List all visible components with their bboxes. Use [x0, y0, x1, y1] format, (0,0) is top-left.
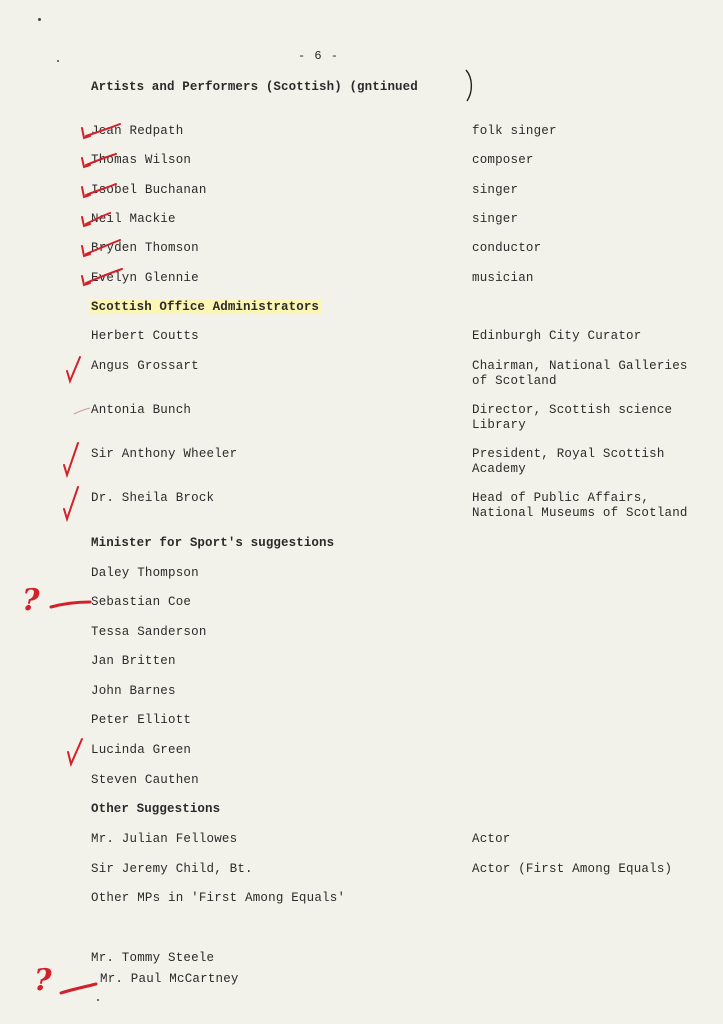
- person-name: Isobel Buchanan: [91, 183, 207, 197]
- person-role: conductor: [472, 241, 542, 255]
- list-item: [0, 625, 723, 641]
- person-name: Other MPs in 'First Among Equals': [91, 891, 346, 905]
- question-mark-annotation: ?: [34, 963, 52, 998]
- person-name: Dr. Sheila Brock: [91, 491, 215, 505]
- list-item: [0, 359, 723, 391]
- question-mark-annotation: ?: [22, 583, 40, 618]
- person-name: Mr. Paul McCartney: [100, 972, 239, 986]
- person-name: Steven Cauthen: [91, 773, 199, 787]
- person-name: Thomas Wilson: [91, 153, 192, 167]
- list-item: [0, 329, 723, 345]
- list-item: [0, 773, 723, 789]
- list-item: [0, 566, 723, 582]
- person-role: Chairman, National Galleries of Scotland: [472, 359, 688, 388]
- person-name: Antonia Bunch: [91, 403, 192, 417]
- list-item: [0, 241, 723, 257]
- list-item: [0, 832, 723, 848]
- section-heading-sport: Minister for Sport's suggestions: [91, 536, 335, 550]
- section-heading-artists: Artists and Performers (Scottish) (gntinued: [91, 80, 418, 94]
- page-number: - 6 -: [298, 49, 340, 63]
- person-role: composer: [472, 153, 534, 167]
- list-item: [0, 595, 723, 611]
- list-item: [0, 271, 723, 287]
- person-name: Bryden Thomson: [91, 241, 199, 255]
- list-item: [0, 491, 723, 523]
- list-item: [0, 743, 723, 759]
- person-role: Director, Scottish science Library: [472, 403, 673, 432]
- speck: [57, 60, 59, 62]
- list-item: [0, 403, 723, 435]
- person-name: Jan Britten: [91, 654, 176, 668]
- list-item: [0, 891, 723, 907]
- person-name: Herbert Coutts: [91, 329, 199, 343]
- person-name: Tessa Sanderson: [91, 625, 207, 639]
- person-name: Lucinda Green: [91, 743, 192, 757]
- person-role: singer: [472, 183, 519, 197]
- person-name: Sir Anthony Wheeler: [91, 447, 238, 461]
- person-name: Jean Redpath: [91, 124, 184, 138]
- person-name: Evelyn Glennie: [91, 271, 199, 285]
- person-role: musician: [472, 271, 534, 285]
- person-name: Mr. Tommy Steele: [91, 951, 215, 965]
- highlighted-heading: Scottish Office Administrators: [91, 300, 320, 314]
- list-item: [0, 153, 723, 169]
- person-name: Neil Mackie: [91, 212, 176, 226]
- speck: [97, 999, 99, 1001]
- person-role: Actor (First Among Equals): [472, 862, 673, 876]
- person-name: Sebastian Coe: [91, 595, 192, 609]
- list-item: [0, 124, 723, 140]
- list-item: [0, 654, 723, 670]
- person-name: John Barnes: [91, 684, 176, 698]
- red-check-marks: [76, 120, 126, 290]
- list-item: [0, 684, 723, 700]
- person-role: folk singer: [472, 124, 557, 138]
- person-role: President, Royal Scottish Academy: [472, 447, 665, 476]
- list-item: [0, 951, 723, 967]
- person-role: Head of Public Affairs, National Museums of Scotland: [472, 491, 688, 520]
- section-heading-other: Other Suggestions: [91, 802, 221, 816]
- person-name: Daley Thompson: [91, 566, 199, 580]
- list-item: [0, 447, 723, 479]
- person-name: Sir Jeremy Child, Bt.: [91, 862, 253, 876]
- list-item: [0, 713, 723, 729]
- section-heading-administrators: [91, 300, 321, 314]
- person-name: Mr. Julian Fellowes: [91, 832, 238, 846]
- person-name: Peter Elliott: [91, 713, 192, 727]
- bracket-pen-mark: [462, 68, 476, 104]
- list-item: [0, 183, 723, 199]
- list-item: [0, 862, 723, 878]
- person-role: singer: [472, 212, 519, 226]
- person-name: Angus Grossart: [91, 359, 199, 373]
- speck: [38, 18, 41, 21]
- list-item: [0, 972, 723, 988]
- person-role: Edinburgh City Curator: [472, 329, 642, 343]
- list-item: [0, 212, 723, 228]
- person-role: Actor: [472, 832, 511, 846]
